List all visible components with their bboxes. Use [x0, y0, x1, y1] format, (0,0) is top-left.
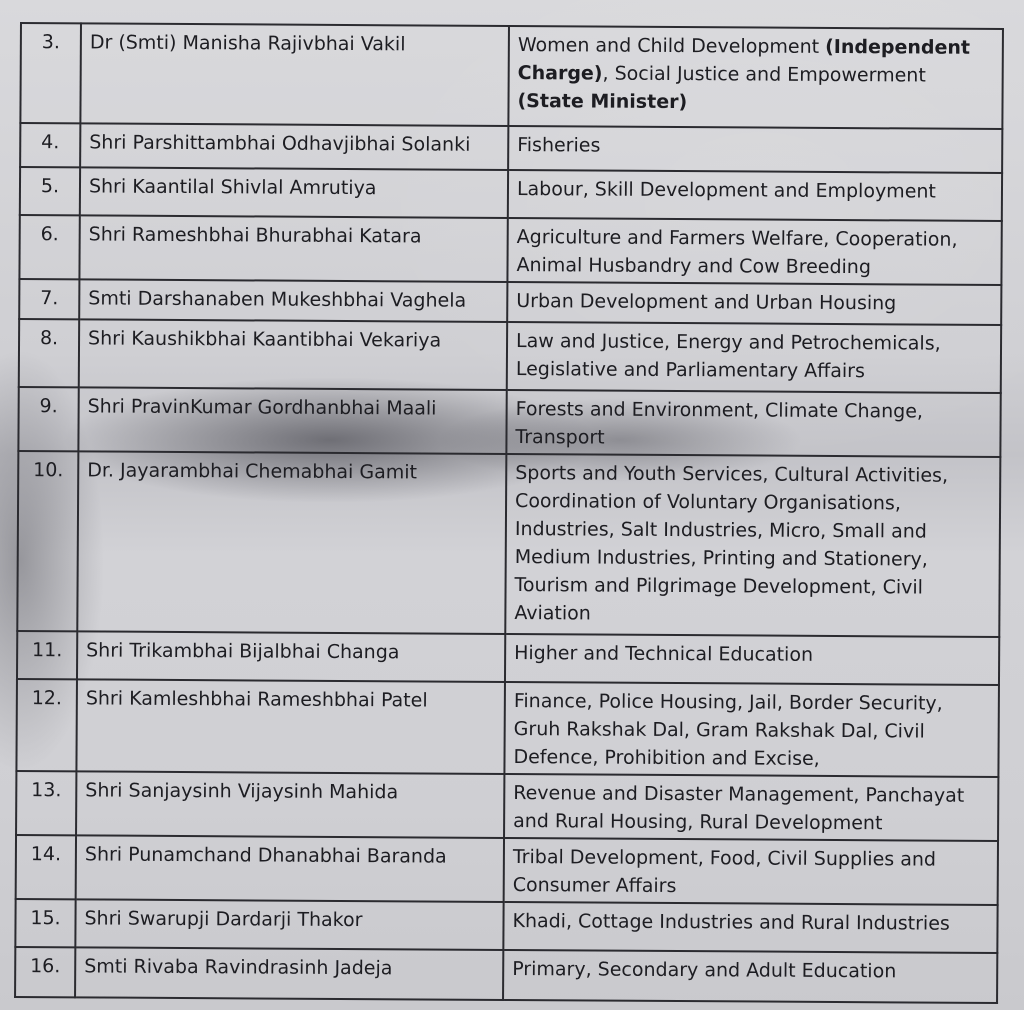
table-row	[15, 947, 997, 1003]
row-serial-number: 12.	[16, 679, 77, 771]
row-serial-number: 9.	[18, 387, 78, 451]
minister-portfolio: Law and Justice, Energy and Petrochemicals, Legislative and Parliamentary Affairs	[507, 322, 1001, 393]
minister-name: Dr. Jayarambhai Chemabhai Gamit	[77, 451, 506, 634]
row-serial-number: 10.	[17, 451, 78, 631]
table-body	[15, 23, 1003, 1003]
row-serial-number: 3.	[20, 23, 81, 123]
minister-name: Shri Swarupji Dardarji Thakor	[75, 899, 503, 950]
minister-portfolio: Higher and Technical Education	[505, 634, 999, 685]
table-row	[16, 679, 999, 777]
table-row	[16, 771, 998, 841]
minister-name: Shri Sanjaysinh Vijaysinh Mahida	[76, 771, 504, 838]
minister-name: Shri Kaantilal Shivlal Amrutiya	[80, 167, 508, 218]
row-serial-number: 14.	[16, 835, 76, 899]
table-row	[17, 451, 1000, 637]
minister-portfolio: Labour, Skill Development and Employment	[508, 170, 1002, 221]
row-serial-number: 7.	[19, 279, 79, 319]
table-row	[20, 123, 1002, 173]
minister-name: Shri Rameshbhai Bhurabhai Katara	[79, 215, 507, 282]
minister-name: Shri Trikambhai Bijalbhai Changa	[77, 631, 505, 682]
minister-portfolio: Forests and Environment, Climate Change, Transport	[506, 390, 1000, 457]
table-row	[20, 23, 1003, 129]
portfolio-text-segment: Women and Child Development	[517, 34, 826, 58]
row-serial-number: 4.	[20, 123, 80, 167]
minister-name: Shri Kamleshbhai Rameshbhai Patel	[76, 679, 505, 774]
minister-portfolio: Sports and Youth Services, Cultural Activities, Coordination of Voluntary Organisations, Industries, Salt Industries, Micro, Small and Medium Industries, Printing and Stationery, Tourism and Pilgrimage Development, Civil Aviation	[505, 454, 1000, 637]
table-row	[16, 835, 998, 905]
portfolio-text-segment: , Social Justice and Empowerment	[602, 62, 926, 87]
table-row	[18, 387, 1000, 457]
minister-name: Shri Punamchand Dhanabhai Baranda	[76, 835, 504, 902]
row-serial-number: 16.	[15, 947, 75, 997]
minister-portfolio: Tribal Development, Food, Civil Supplies and Consumer Affairs	[504, 838, 998, 905]
table-row	[15, 899, 997, 953]
minister-name: Dr (Smti) Manisha Rajivbhai Vakil	[80, 23, 509, 126]
portfolio-text-segment: (Independent Charge)	[517, 35, 971, 85]
minister-portfolio: Khadi, Cottage Industries and Rural Industries	[503, 902, 997, 953]
row-serial-number: 5.	[20, 167, 80, 215]
table-row	[19, 319, 1001, 393]
minister-name: Shri PravinKumar Gordhanbhai Maali	[78, 387, 506, 454]
row-serial-number: 6.	[19, 215, 79, 279]
row-serial-number: 11.	[17, 631, 77, 679]
minister-name: Smti Darshanaben Mukeshbhai Vaghela	[79, 279, 507, 322]
table-row	[20, 167, 1002, 221]
ministers-portfolio-table	[14, 22, 1004, 1004]
minister-name: Shri Kaushikbhai Kaantibhai Vekariya	[79, 319, 507, 390]
minister-portfolio: Revenue and Disaster Management, Panchayat and Rural Housing, Rural Development	[504, 774, 998, 841]
table-row	[19, 279, 1001, 325]
minister-name: Smti Rivaba Ravindrasinh Jadeja	[75, 947, 503, 1000]
minister-portfolio: Finance, Police Housing, Jail, Border Security, Gruh Rakshak Dal, Gram Rakshak Dal, Civil Defence, Prohibition and Excise,	[504, 682, 999, 777]
table-row	[17, 631, 999, 685]
minister-portfolio	[508, 26, 1003, 129]
row-serial-number: 8.	[19, 319, 79, 387]
minister-portfolio: Fisheries	[508, 126, 1002, 173]
minister-name: Shri Parshittambhai Odhavjibhai Solanki	[80, 123, 508, 170]
minister-portfolio: Urban Development and Urban Housing	[507, 282, 1001, 325]
portfolio-text-segment: (State Minister)	[517, 90, 688, 114]
row-serial-number: 15.	[15, 899, 75, 947]
table-row	[19, 215, 1001, 285]
minister-portfolio: Agriculture and Farmers Welfare, Cooperation, Animal Husbandry and Cow Breeding	[507, 218, 1001, 285]
row-serial-number: 13.	[16, 771, 76, 835]
minister-portfolio: Primary, Secondary and Adult Education	[503, 950, 997, 1003]
